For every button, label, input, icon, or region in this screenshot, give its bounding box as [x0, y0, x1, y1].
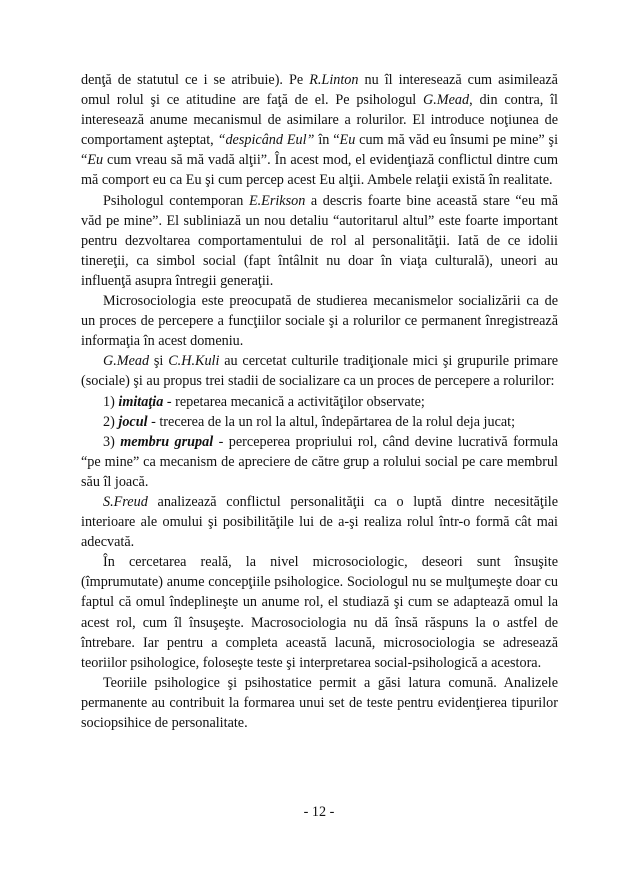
text-run: au cercetat culturile tradiţionale mici şi grupurile primare (sociale) şi au propus trei stadii de socializare ca un proces de percepere a rolurilor: [81, 353, 558, 390]
text-run: în “ [314, 132, 340, 149]
paragraph [81, 673, 558, 733]
text-run: denţă de statutul ce i se atribuie). Pe [81, 72, 310, 88]
text-run: 2) [103, 413, 119, 430]
bold-italic-term: jocul [118, 413, 148, 430]
text-run: cum mă văd eu însumi pe mine” şi “ [81, 132, 559, 169]
italic-term: R.Linton [309, 72, 359, 88]
italic-term: C.H.Kuli [168, 353, 220, 370]
text-run: a descris foarte bine această stare “eu mă văd pe mine”. El subliniază un nou detaliu “autoritarul altul” este foarte important pentru dezvoltarea comportamentului de rol al personalităţii. Iată de ce idolii tinereţii, ca simbol social (fapt întâlnit nu doar în viaţa culturală), uneori au influenţă asupra întregii generaţii. [81, 192, 558, 289]
paragraph [81, 70, 558, 191]
paragraph [81, 291, 558, 351]
text-run: În cercetarea reală, la nivel microsociologic, deseori sunt însuşite (împrumutate) anume concepţiile psihologice. Sociologul nu se mulţumeşte doar cu faptul că omul îndeplineşte un anume rol, el studiază şi cum se adaptează omul la acest rol, cum îl însuşeşte. Macrosociologia nu dă însă răspuns la o astfel de întrebare. Iar pentru a completa această lacună, microsociologia se adresează teoriilor psihologice, foloseşte teste şi interpretarea social-psihologică a acestora. [81, 554, 558, 671]
paragraph [81, 492, 558, 552]
italic-term: E.Erikson [248, 192, 306, 209]
italic-term: Eu [87, 152, 104, 169]
paragraph [81, 191, 558, 291]
text-run: - repetarea mecanică a activităţilor observate; [163, 393, 425, 410]
paragraph [81, 392, 558, 412]
text-run: cum vreau să mă vadă alţii”. În acest mod, el evidenţiază conflictul dintre cum mă comport eu ca Eu şi cum percep acest Eu alţii. Ambele relaţii există în realitate. [81, 152, 558, 189]
text-run: - trecerea de la un rol la altul, îndepărtarea de la rolul deja jucat; [147, 413, 516, 430]
text-run: , din contra, îl interesează anume mecanismul de asimilare a rolurilor. El introduce noţiunea de comportament aşteptat, [81, 92, 558, 149]
paragraph [81, 412, 558, 432]
text-run: Psihologul contemporan [103, 192, 249, 209]
text-run: analizează conflictul personalităţii ca o luptă dintre necesităţile interioare ale omului şi posibilităţile lui de a-şi realiza rolul într-o formă cât mai adecvată. [81, 493, 558, 551]
italic-term: G.Mead [423, 92, 470, 109]
bold-italic-term: imitaţia [118, 393, 164, 410]
paragraph [81, 351, 558, 391]
bold-italic-term: membru grupal [120, 433, 214, 450]
italic-term: S.Freud [103, 493, 148, 510]
italic-term: G.Mead [103, 353, 150, 370]
italic-term: “despicând Eul” [217, 132, 315, 149]
text-run: nu îl interesează cum asimilează omul rolul şi ce atitudine are faţă de el. Pe psihologul [81, 72, 558, 109]
italic-term: Eu [339, 132, 356, 149]
text-run: 3) [103, 433, 121, 450]
page-number: - 12 - [303, 804, 335, 820]
paragraph [81, 552, 558, 673]
page-body [81, 70, 558, 733]
text-run: şi [149, 353, 169, 370]
text-run: 1) [103, 393, 119, 410]
paragraph [81, 432, 558, 492]
text-run: Microsociologia este preocupată de studierea mecanismelor socializării ca de un proces de percepere a funcţiilor sociale şi a rolurilor ce permanent înregistrează informaţia în acest domeniu. [81, 293, 558, 350]
text-run: - perceperea propriului rol, când devine lucrativă formula “pe mine” ca mecanism de apreciere de către grup a rolului social pe care membrul său îl joacă. [81, 433, 558, 490]
text-run: Teoriile psihologice şi psihostatice permit a găsi latura comună. Analizele permanente au contribuit la formarea unui set de teste pentru evidenţierea tipurilor sociopsihice de personalitate. [81, 674, 558, 731]
